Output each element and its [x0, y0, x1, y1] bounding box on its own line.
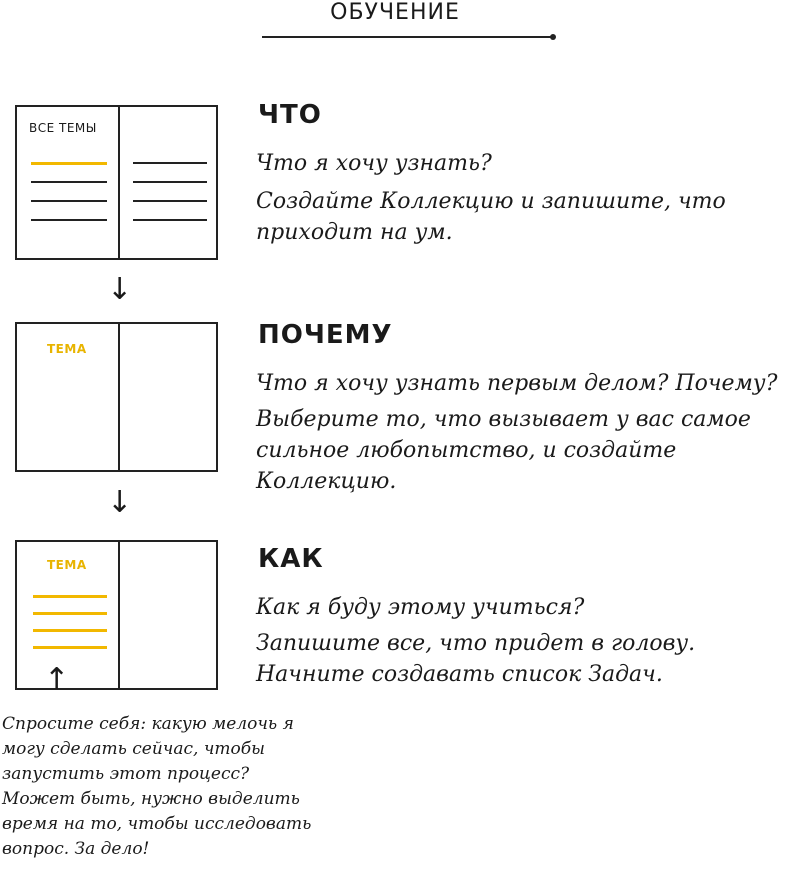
- task-line: [33, 629, 107, 632]
- notebook-line-highlighted: [31, 162, 107, 165]
- section-heading-how: КАК: [258, 544, 324, 574]
- section-instruction: Создайте Коллекцию и запишите, что приходит на ум.: [256, 189, 726, 245]
- notebook-spine: [118, 107, 120, 258]
- notebook-label: ТЕМА: [47, 558, 87, 572]
- notebook-line: [31, 219, 107, 221]
- notebook-spine: [118, 542, 120, 688]
- notebook-label: ВСЕ ТЕМЫ: [29, 121, 97, 135]
- task-line: [33, 612, 107, 615]
- notebook-topic: [15, 322, 218, 472]
- section-heading-why: ПОЧЕМУ: [258, 320, 393, 350]
- section-instruction: Запишите все, что придет в голову. Начните создавать список Задач.: [256, 631, 696, 687]
- task-line: [33, 595, 107, 598]
- notebook-label: ТЕМА: [47, 342, 87, 356]
- up-arrow-icon: ↑: [44, 662, 70, 697]
- notebook-line: [133, 162, 207, 164]
- notebook-line: [133, 200, 207, 202]
- section-heading-what: ЧТО: [258, 100, 322, 130]
- notebook-line: [31, 200, 107, 202]
- notebook-line: [133, 181, 207, 183]
- title-underline: [262, 36, 554, 38]
- down-arrow-icon: ↓: [107, 485, 133, 520]
- notebook-all-topics: [15, 105, 218, 260]
- notebook-line: [31, 181, 107, 183]
- notebook-spine: [118, 324, 120, 470]
- section-instruction: Выберите то, что вызывает у вас самое сильное любопытство, и создайте Коллекцию.: [256, 407, 751, 494]
- down-arrow-icon: ↓: [107, 272, 133, 307]
- task-line: [33, 646, 107, 649]
- section-question: Что я хочу узнать первым делом? Почему?: [256, 371, 778, 396]
- page-title: ОБУЧЕНИЕ: [330, 0, 460, 25]
- section-question: Как я буду этому учиться?: [256, 595, 585, 620]
- notebook-line: [133, 219, 207, 221]
- advice-note: Спросите себя: какую мелочь я могу сделать сейчас, чтобы запустить этот процесс? Может быть, нужно выделить время на то, чтобы исследовать вопрос. За дело!: [2, 714, 312, 859]
- title-underline-dot: [550, 34, 556, 40]
- section-question: Что я хочу узнать?: [256, 151, 492, 176]
